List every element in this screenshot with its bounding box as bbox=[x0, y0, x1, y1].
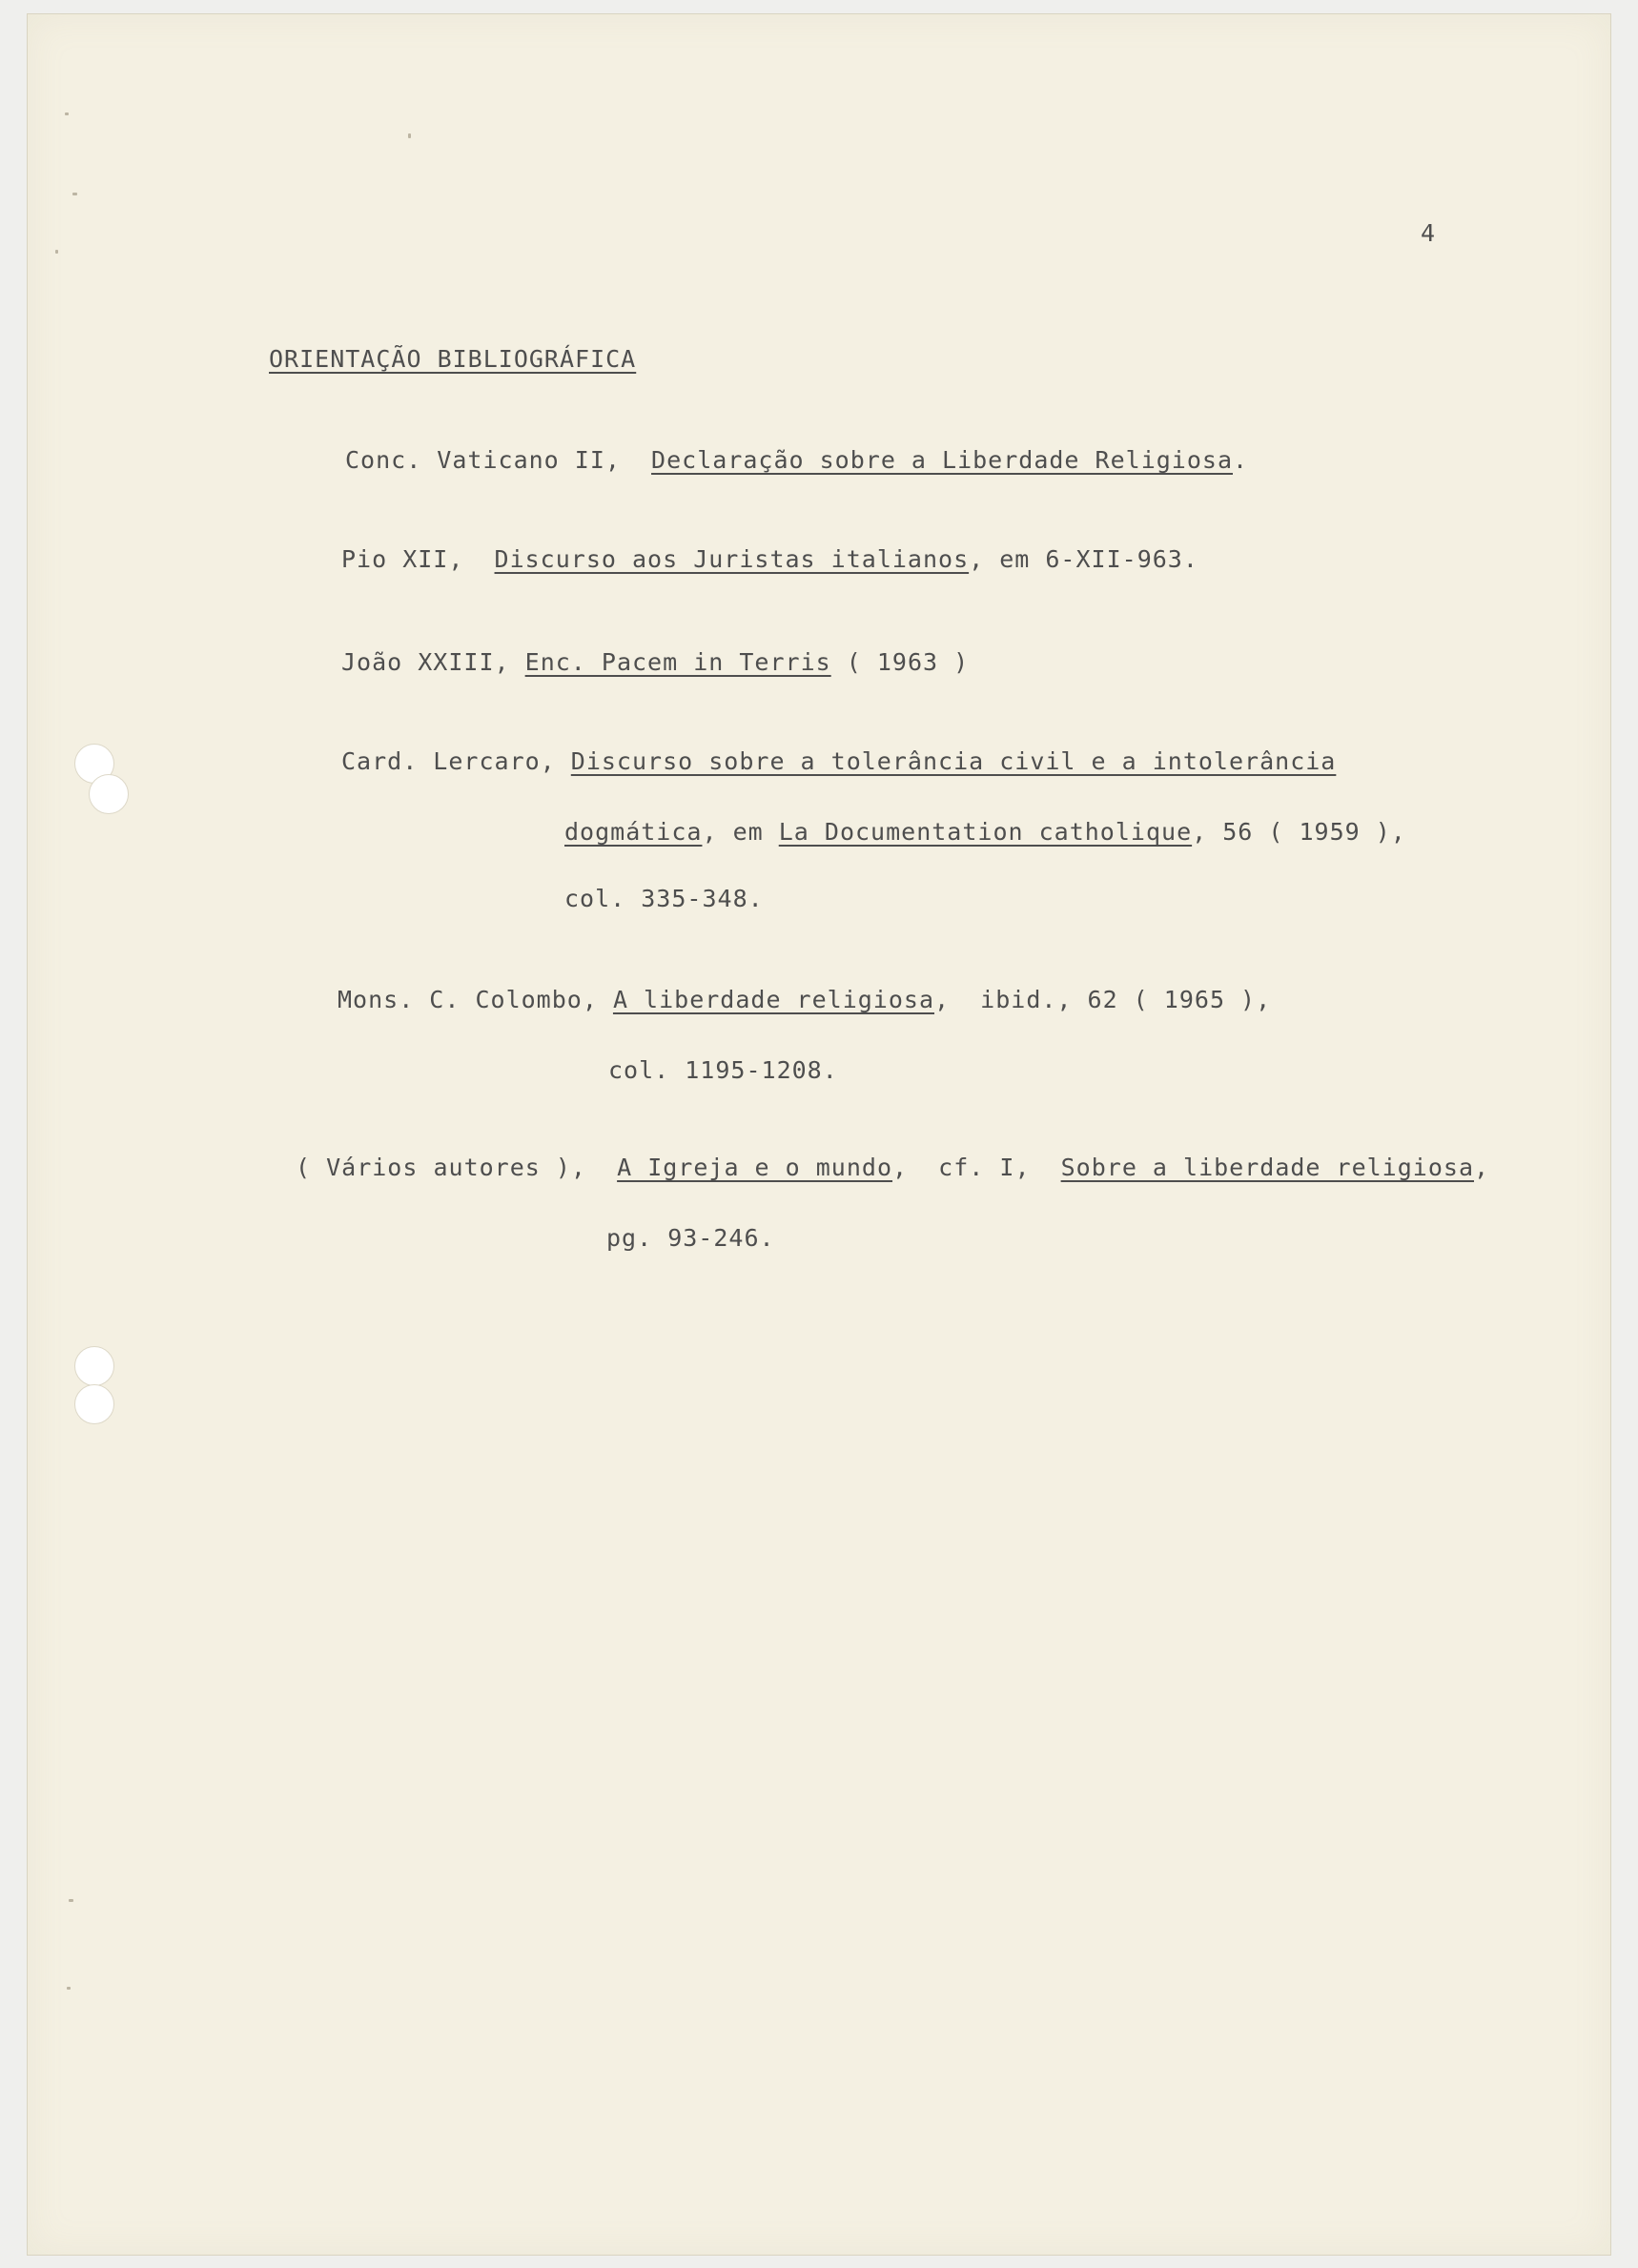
entry-title: Declaração sobre a Liberdade Religiosa bbox=[651, 446, 1233, 474]
entry-author: ( Vários autores ), bbox=[296, 1154, 586, 1181]
bibliography-entry bbox=[296, 1155, 1489, 1179]
page-number: 4 bbox=[1421, 219, 1437, 247]
entry-title: Sobre a liberdade religiosa bbox=[1060, 1154, 1474, 1181]
entry-suffix: , 56 ( 1959 ), bbox=[1192, 818, 1406, 846]
entry-connector: , em bbox=[702, 818, 779, 846]
entry-title: dogmática bbox=[564, 818, 703, 846]
bibliography-entry bbox=[345, 448, 1248, 472]
entry-title: Enc. Pacem in Terris bbox=[524, 648, 831, 676]
paper-mark bbox=[55, 250, 58, 254]
entry-author: Card. Lercaro, bbox=[341, 747, 556, 775]
bibliography-entry bbox=[341, 749, 1336, 773]
entry-author: João XXIII, bbox=[341, 648, 510, 676]
bibliography-entry-continuation bbox=[564, 820, 1406, 844]
section-heading: ORIENTAÇÃO BIBLIOGRÁFICA bbox=[269, 345, 637, 373]
paper-mark bbox=[72, 193, 77, 195]
bibliography-entry-continuation: pg. 93-246. bbox=[606, 1224, 775, 1252]
entry-suffix: ( 1963 ) bbox=[846, 648, 970, 676]
entry-suffix: , ibid., 62 ( 1965 ), bbox=[934, 986, 1272, 1013]
bibliography-entry bbox=[338, 988, 1271, 1011]
bibliography-entry-continuation: col. 335-348. bbox=[564, 885, 764, 912]
entry-title: A liberdade religiosa bbox=[612, 986, 935, 1013]
entry-author: Pio XII, bbox=[341, 545, 464, 573]
entry-suffix: . bbox=[1233, 446, 1249, 474]
paper-mark bbox=[69, 1899, 73, 1902]
punch-hole bbox=[74, 1346, 114, 1386]
entry-author: Mons. C. Colombo, bbox=[338, 986, 598, 1013]
paper-mark bbox=[67, 1987, 71, 1990]
entry-connector: , cf. I, bbox=[892, 1154, 1031, 1181]
document-page bbox=[27, 13, 1611, 2256]
entry-source: La Documentation catholique bbox=[778, 818, 1193, 846]
entry-suffix: , bbox=[1474, 1154, 1490, 1181]
entry-suffix: , em 6-XII-963. bbox=[969, 545, 1198, 573]
bibliography-entry-continuation: col. 1195-1208. bbox=[608, 1056, 838, 1084]
entry-title: A Igreja e o mundo bbox=[617, 1154, 893, 1181]
punch-hole bbox=[89, 774, 129, 814]
entry-title: Discurso aos Juristas italianos bbox=[494, 545, 970, 573]
punch-hole bbox=[74, 1384, 114, 1424]
bibliography-entry bbox=[341, 547, 1198, 571]
paper-mark bbox=[408, 133, 411, 138]
entry-title: Discurso sobre a tolerância civil e a intolerância bbox=[570, 747, 1337, 775]
paper-mark bbox=[65, 112, 69, 115]
bibliography-entry bbox=[341, 650, 969, 674]
entry-author: Conc. Vaticano II, bbox=[345, 446, 621, 474]
